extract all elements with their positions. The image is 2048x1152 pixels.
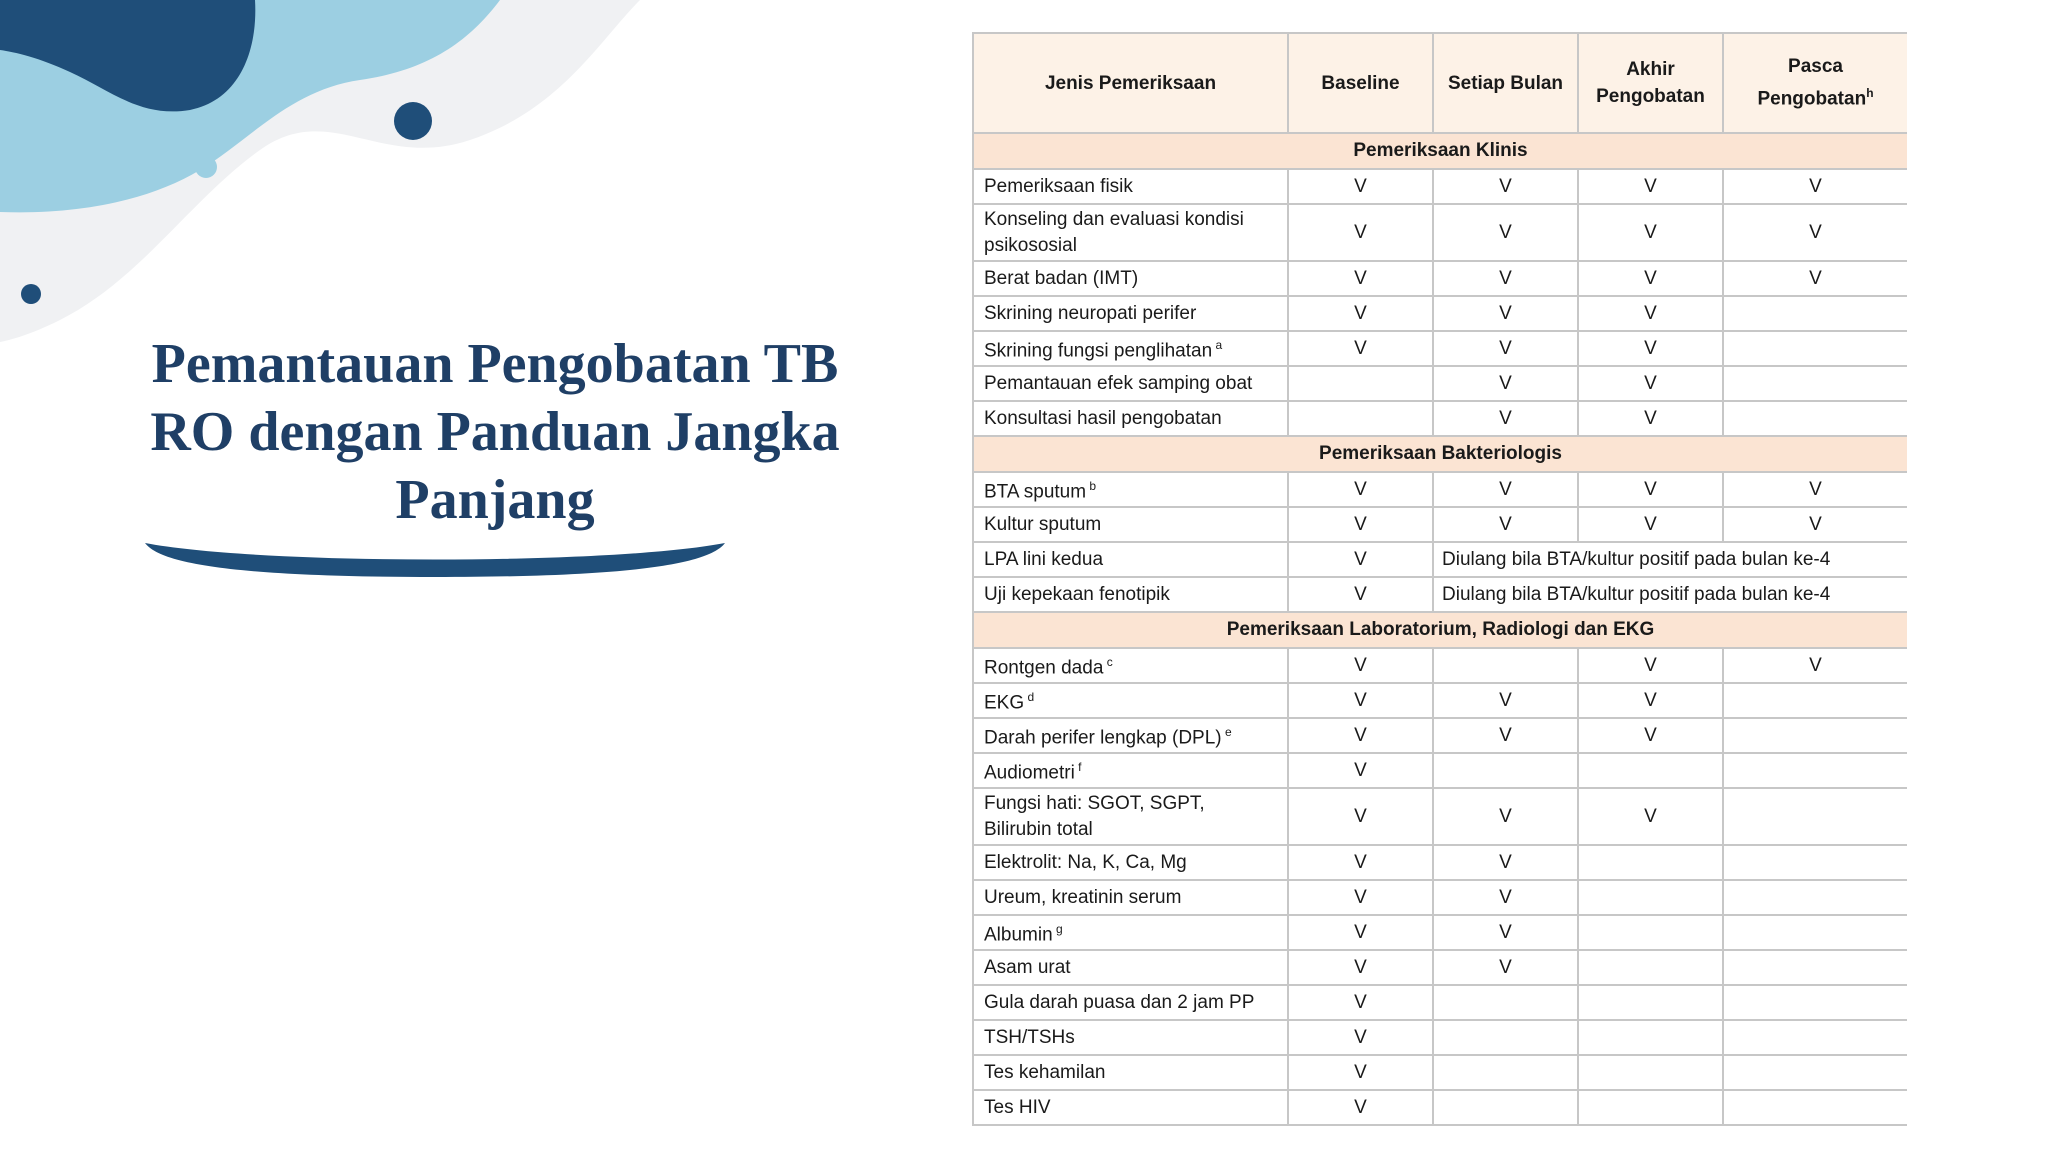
- check-mark-cell: [1723, 683, 1907, 718]
- repeat-note-cell: Diulang bila BTA/kultur positif pada bulan ke-4: [1433, 577, 1907, 612]
- check-mark-cell: V: [1288, 169, 1433, 204]
- exam-name-cell: BTA sputum $^b$: [973, 472, 1288, 507]
- table-body: [973, 133, 1907, 1125]
- exam-name-cell: Skrining fungsi penglihatan $^a$: [973, 331, 1288, 366]
- table-row: [973, 648, 1907, 683]
- check-mark-cell: V: [1433, 296, 1578, 331]
- check-mark-cell: [1723, 718, 1907, 753]
- table-row: [973, 753, 1907, 788]
- check-mark-cell: V: [1288, 542, 1433, 577]
- table-row: [973, 296, 1907, 331]
- monitoring-table: [972, 32, 1907, 1126]
- check-mark-cell: [1433, 985, 1578, 1020]
- check-mark-cell: V: [1723, 648, 1907, 683]
- exam-name-cell: Asam urat: [973, 950, 1288, 985]
- check-mark-cell: [1433, 1055, 1578, 1090]
- check-mark-cell: [1578, 880, 1723, 915]
- table-row: [973, 169, 1907, 204]
- exam-name-cell: Pemeriksaan fisik: [973, 169, 1288, 204]
- check-mark-cell: [1723, 1090, 1907, 1125]
- check-mark-cell: [1578, 950, 1723, 985]
- column-header: Jenis Pemeriksaan: [973, 33, 1288, 133]
- table-row: [973, 788, 1907, 845]
- exam-name-cell: Elektrolit: Na, K, Ca, Mg: [973, 845, 1288, 880]
- exam-name-cell: Fungsi hati: SGOT, SGPT, Bilirubin total: [973, 788, 1288, 845]
- exam-name-cell: LPA lini kedua: [973, 542, 1288, 577]
- check-mark-cell: V: [1578, 366, 1723, 401]
- section-title: Pemeriksaan Laboratorium, Radiologi dan EKG: [973, 612, 1907, 648]
- check-mark-cell: [1723, 331, 1907, 366]
- check-mark-cell: [1578, 1090, 1723, 1125]
- table-row: [973, 366, 1907, 401]
- check-mark-cell: [1288, 366, 1433, 401]
- check-mark-cell: V: [1288, 950, 1433, 985]
- exam-name-cell: Albumin $^g$: [973, 915, 1288, 950]
- check-mark-cell: V: [1723, 169, 1907, 204]
- title-underline: [140, 535, 730, 585]
- check-mark-cell: V: [1433, 331, 1578, 366]
- check-mark-cell: V: [1578, 169, 1723, 204]
- check-mark-cell: V: [1433, 915, 1578, 950]
- table-row: [973, 472, 1907, 507]
- table-row: [973, 204, 1907, 261]
- exam-name-cell: Audiometri $^f$: [973, 753, 1288, 788]
- table-row: [973, 261, 1907, 296]
- column-header: Setiap Bulan: [1433, 33, 1578, 133]
- check-mark-cell: V: [1578, 296, 1723, 331]
- check-mark-cell: V: [1578, 472, 1723, 507]
- check-mark-cell: [1723, 880, 1907, 915]
- check-mark-cell: V: [1433, 169, 1578, 204]
- section-header-row: [973, 612, 1907, 648]
- check-mark-cell: V: [1723, 261, 1907, 296]
- check-mark-cell: V: [1288, 648, 1433, 683]
- check-mark-cell: V: [1578, 648, 1723, 683]
- navy-dot-small: [21, 284, 41, 304]
- slide-title: Pemantauan Pengobatan TB RO dengan Panduan Jangka Panjang: [150, 333, 840, 531]
- check-mark-cell: [1578, 1055, 1723, 1090]
- check-mark-cell: [1723, 788, 1907, 845]
- check-mark-cell: V: [1723, 507, 1907, 542]
- check-mark-cell: V: [1578, 331, 1723, 366]
- table-row: [973, 1055, 1907, 1090]
- check-mark-cell: [1578, 985, 1723, 1020]
- table-row: [973, 683, 1907, 718]
- check-mark-cell: V: [1723, 204, 1907, 261]
- check-mark-cell: [1723, 845, 1907, 880]
- exam-name-cell: Darah perifer lengkap (DPL) $^e$: [973, 718, 1288, 753]
- check-mark-cell: V: [1288, 915, 1433, 950]
- check-mark-cell: V: [1288, 261, 1433, 296]
- column-header: Pasca Pengobatan$^h$: [1723, 33, 1907, 133]
- table-row: [973, 718, 1907, 753]
- section-header-row: [973, 133, 1907, 169]
- exam-name-cell: Rontgen dada $^c$: [973, 648, 1288, 683]
- table-row: [973, 950, 1907, 985]
- check-mark-cell: V: [1433, 261, 1578, 296]
- repeat-note-cell: Diulang bila BTA/kultur positif pada bulan ke-4: [1433, 542, 1907, 577]
- table-row: [973, 542, 1907, 577]
- check-mark-cell: V: [1288, 1020, 1433, 1055]
- check-mark-cell: V: [1288, 985, 1433, 1020]
- check-mark-cell: V: [1288, 577, 1433, 612]
- decorative-blobs: [0, 0, 640, 360]
- check-mark-cell: V: [1288, 788, 1433, 845]
- exam-name-cell: Tes kehamilan: [973, 1055, 1288, 1090]
- check-mark-cell: [1433, 1090, 1578, 1125]
- table-row: [973, 507, 1907, 542]
- check-mark-cell: V: [1288, 718, 1433, 753]
- table-row: [973, 401, 1907, 436]
- check-mark-cell: V: [1288, 204, 1433, 261]
- check-mark-cell: [1288, 401, 1433, 436]
- exam-name-cell: Konseling dan evaluasi kondisi psikososial: [973, 204, 1288, 261]
- check-mark-cell: V: [1723, 472, 1907, 507]
- check-mark-cell: [1723, 915, 1907, 950]
- check-mark-cell: [1723, 1020, 1907, 1055]
- check-mark-cell: V: [1288, 296, 1433, 331]
- check-mark-cell: V: [1288, 845, 1433, 880]
- section-title: Pemeriksaan Bakteriologis: [973, 436, 1907, 472]
- check-mark-cell: V: [1433, 880, 1578, 915]
- check-mark-cell: V: [1433, 845, 1578, 880]
- check-mark-cell: [1723, 366, 1907, 401]
- table-row: [973, 845, 1907, 880]
- monitoring-table-container: [972, 32, 1907, 1152]
- table-row: [973, 985, 1907, 1020]
- check-mark-cell: V: [1433, 507, 1578, 542]
- check-mark-cell: V: [1288, 472, 1433, 507]
- check-mark-cell: [1723, 950, 1907, 985]
- exam-name-cell: Uji kepekaan fenotipik: [973, 577, 1288, 612]
- check-mark-cell: V: [1578, 261, 1723, 296]
- check-mark-cell: [1433, 753, 1578, 788]
- table-header-row: [973, 33, 1907, 133]
- table-row: [973, 577, 1907, 612]
- check-mark-cell: V: [1433, 683, 1578, 718]
- table-row: [973, 331, 1907, 366]
- light-blue-dot: [195, 156, 217, 178]
- exam-name-cell: EKG $^d$: [973, 683, 1288, 718]
- table-row: [973, 915, 1907, 950]
- check-mark-cell: V: [1288, 880, 1433, 915]
- exam-name-cell: Tes HIV: [973, 1090, 1288, 1125]
- check-mark-cell: V: [1288, 753, 1433, 788]
- check-mark-cell: V: [1578, 788, 1723, 845]
- exam-name-cell: Skrining neuropati perifer: [973, 296, 1288, 331]
- table-row: [973, 1020, 1907, 1055]
- check-mark-cell: V: [1578, 204, 1723, 261]
- check-mark-cell: V: [1578, 401, 1723, 436]
- column-header: Akhir Pengobatan: [1578, 33, 1723, 133]
- check-mark-cell: [1723, 1055, 1907, 1090]
- exam-name-cell: Konsultasi hasil pengobatan: [973, 401, 1288, 436]
- check-mark-cell: V: [1433, 204, 1578, 261]
- check-mark-cell: V: [1578, 718, 1723, 753]
- table-row: [973, 1090, 1907, 1125]
- check-mark-cell: V: [1433, 788, 1578, 845]
- check-mark-cell: [1578, 915, 1723, 950]
- exam-name-cell: Gula darah puasa dan 2 jam PP: [973, 985, 1288, 1020]
- check-mark-cell: [1578, 845, 1723, 880]
- check-mark-cell: V: [1433, 472, 1578, 507]
- exam-name-cell: Ureum, kreatinin serum: [973, 880, 1288, 915]
- exam-name-cell: Kultur sputum: [973, 507, 1288, 542]
- exam-name-cell: Berat badan (IMT): [973, 261, 1288, 296]
- exam-name-cell: TSH/TSHs: [973, 1020, 1288, 1055]
- check-mark-cell: [1433, 1020, 1578, 1055]
- check-mark-cell: V: [1433, 366, 1578, 401]
- check-mark-cell: [1723, 985, 1907, 1020]
- column-header: Baseline: [1288, 33, 1433, 133]
- check-mark-cell: [1723, 401, 1907, 436]
- section-header-row: [973, 436, 1907, 472]
- section-title: Pemeriksaan Klinis: [973, 133, 1907, 169]
- check-mark-cell: V: [1288, 1055, 1433, 1090]
- check-mark-cell: V: [1578, 507, 1723, 542]
- check-mark-cell: V: [1288, 507, 1433, 542]
- navy-dot-large: [394, 102, 432, 140]
- check-mark-cell: [1433, 648, 1578, 683]
- check-mark-cell: [1723, 296, 1907, 331]
- check-mark-cell: V: [1578, 683, 1723, 718]
- check-mark-cell: [1578, 753, 1723, 788]
- check-mark-cell: [1723, 753, 1907, 788]
- check-mark-cell: V: [1288, 1090, 1433, 1125]
- table-row: [973, 880, 1907, 915]
- check-mark-cell: V: [1433, 401, 1578, 436]
- check-mark-cell: V: [1433, 950, 1578, 985]
- exam-name-cell: Pemantauan efek samping obat: [973, 366, 1288, 401]
- check-mark-cell: V: [1288, 331, 1433, 366]
- check-mark-cell: V: [1288, 683, 1433, 718]
- check-mark-cell: V: [1433, 718, 1578, 753]
- check-mark-cell: [1578, 1020, 1723, 1055]
